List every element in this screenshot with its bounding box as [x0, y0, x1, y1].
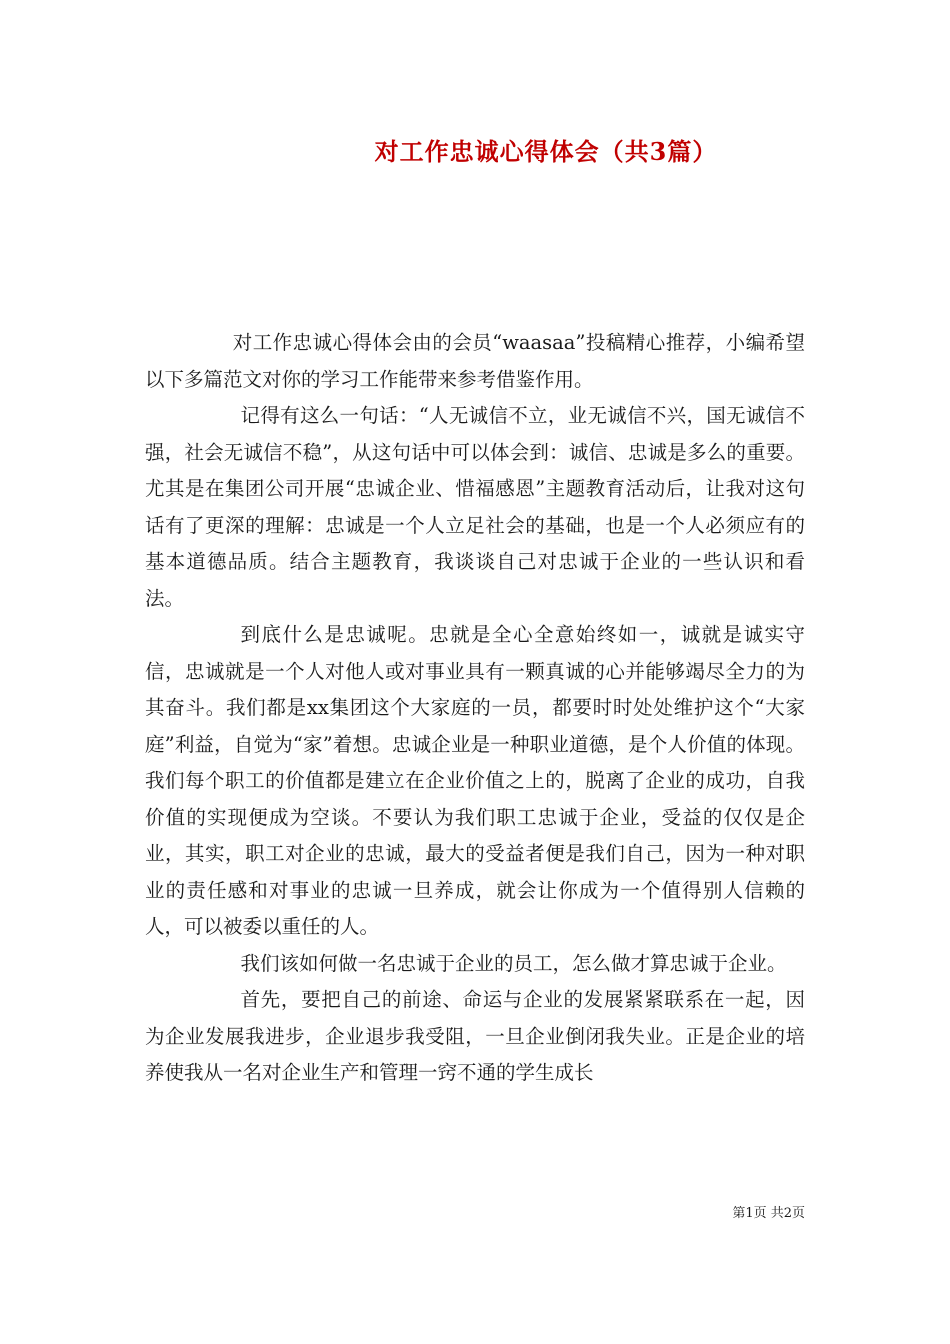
paragraph-intro: 对工作忠诚心得体会由的会员“waasaa”投稿精心推荐，小编希望以下多篇范文对你的学习工作能带来参考借鉴作用。 [145, 331, 805, 391]
page-number-footer: 第1页 共2页 [732, 1206, 805, 1221]
document-title: 对工作忠诚心得体会（共3篇） [374, 137, 718, 166]
document-body [145, 325, 805, 1092]
paragraph-2: 记得有这么一句话：“人无诚信不立，业无诚信不兴，国无诚信不强，社会无诚信不稳”，从这句话中可以体会到：诚信、忠诚是多么的重要。尤其是在集团公司开展“忠诚企业、惜福感恩”主题教育活动后，让我对这句话有了更深的理解：忠诚是一个人立足社会的基础，也是一个人必须应有的基本道德品质。结合主题教育，我谈谈自己对忠诚于企业的一些认识和看法。 [145, 404, 805, 610]
paragraph-3: 到底什么是忠诚呢。忠就是全心全意始终如一，诚就是诚实守信，忠诚就是一个人对他人或对事业具有一颗真诚的心并能够竭尽全力的为其奋斗。我们都是xx集团这个大家庭的一员，都要时时处处维护这个“大家庭”利益，自觉为“家”着想。忠诚企业是一种职业道德，是个人价值的体现。我们每个职工的价值都是建立在企业价值之上的，脱离了企业的成功，自我价值的实现便成为空谈。不要认为我们职工忠诚于企业，受益的仅仅是企业，其实，职工对企业的忠诚，最大的受益者便是我们自己，因为一种对职业的责任感和对事业的忠诚一旦养成，就会让你成为一个值得别人信赖的人，可以被委以重任的人。 [145, 623, 805, 938]
paragraph-4: 我们该如何做一名忠诚于企业的员工，怎么做才算忠诚于企业。 [240, 951, 787, 975]
paragraph-5: 首先，要把自己的前途、命运与企业的发展紧紧联系在一起，因为企业发展我进步，企业退步我受阻，一旦企业倒闭我失业。正是企业的培养使我从一名对企业生产和管理一窍不通的学生成长 [145, 988, 805, 1084]
